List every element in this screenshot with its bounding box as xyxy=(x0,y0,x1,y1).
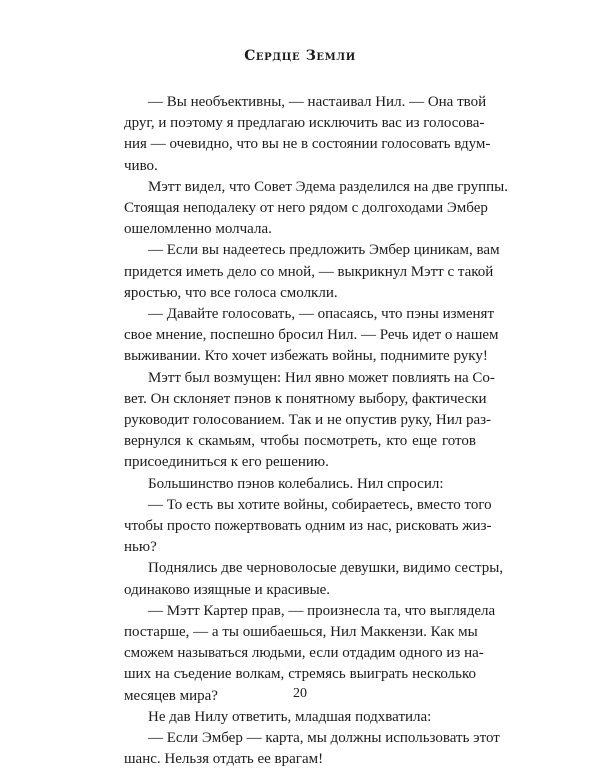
text-line: ошеломленно молчала. xyxy=(124,221,272,238)
text-line: постарше, — а ты ошибаешься, Нил Маккензи. Как мы xyxy=(124,624,478,641)
text-line: одинаково изящные и красивые. xyxy=(124,581,331,598)
text-line: выживании. Кто хочет избежать войны, поднимите руку! xyxy=(124,348,488,365)
text-line: свое мнение, поспешно бросил Нил. — Речь идет о нашем xyxy=(124,327,499,344)
text-line: Мэтт был возмущен: Нил явно может повлиять на Со- xyxy=(148,369,495,386)
paragraph xyxy=(124,728,500,770)
text-line: ших на съедение волкам, стремясь выиграть несколько xyxy=(124,666,476,683)
text-line: месяцев мира? xyxy=(124,687,218,704)
paragraph xyxy=(124,495,492,559)
text-line: вет. Он склоняет пэнов к понятному выбору, фактически xyxy=(124,390,487,407)
text-line: руководит голосованием. Так и не опустив руку, Нил раз- xyxy=(124,412,492,429)
text-line: яростью, что все голоса смолкли. xyxy=(124,284,338,301)
text-line: чиво. xyxy=(124,157,158,174)
text-line: сможем называться людьми, если отдадим одного из на- xyxy=(124,645,484,662)
text-line: Поднялись две черноволосые девушки, видимо сестры, xyxy=(148,560,504,577)
body-text xyxy=(124,92,508,771)
text-line: — Вы необъективны, — настаивал Нил. — Она твой xyxy=(148,94,487,110)
text-line: Не дав Нилу ответить, младшая подхватила: xyxy=(148,708,432,725)
text-line: Большинство пэнов колебались. Нил спросил: xyxy=(148,475,444,492)
paragraph xyxy=(124,368,495,474)
text-line: вернулся к скамьям, чтобы посмотреть, кто еще готов xyxy=(124,433,476,450)
text-line: шанс. Нельзя отдать ее врагам! xyxy=(124,751,324,768)
paragraph xyxy=(124,558,504,600)
paragraph xyxy=(124,304,499,368)
running-head-title: Сердце Земли xyxy=(244,48,356,64)
text-line: придется иметь дело со мной, — выкрикнул Мэтт с такой xyxy=(124,263,494,280)
text-line: присоединиться к его решению. xyxy=(124,454,329,471)
paragraph xyxy=(124,177,508,241)
paragraph xyxy=(124,240,500,304)
paragraph xyxy=(124,92,491,177)
page-number: 20 xyxy=(293,686,307,701)
paragraph xyxy=(124,474,476,495)
text-line: Мэтт видел, что Совет Эдема разделился на две группы. xyxy=(148,178,508,195)
text-line: — Давайте голосовать, — опасаясь, что пэны изменят xyxy=(148,306,494,323)
text-line: — Мэтт Картер прав, — произнесла та, что выглядела xyxy=(148,602,496,619)
text-line: друг, и поэтому я предлагаю исключить вас из голосова- xyxy=(124,115,485,132)
text-line: — Если Эмбер — карта, мы должны использовать этот xyxy=(148,730,500,747)
text-line: — То есть вы хотите войны, собираетесь, вместо того xyxy=(148,496,492,513)
text-line: ния — очевидно, что вы не в состоянии голосовать вдум- xyxy=(124,136,491,153)
text-line: чтобы просто пожертвовать одним из нас, рисковать жиз- xyxy=(124,518,492,535)
text-line: нью? xyxy=(124,539,157,556)
text-line: Стоящая неподалеку от него рядом с долгоходами Эмбер xyxy=(124,200,488,217)
text-line: — Если вы надеетесь предложить Эмбер циникам, вам xyxy=(148,242,500,259)
paragraph xyxy=(124,707,476,728)
